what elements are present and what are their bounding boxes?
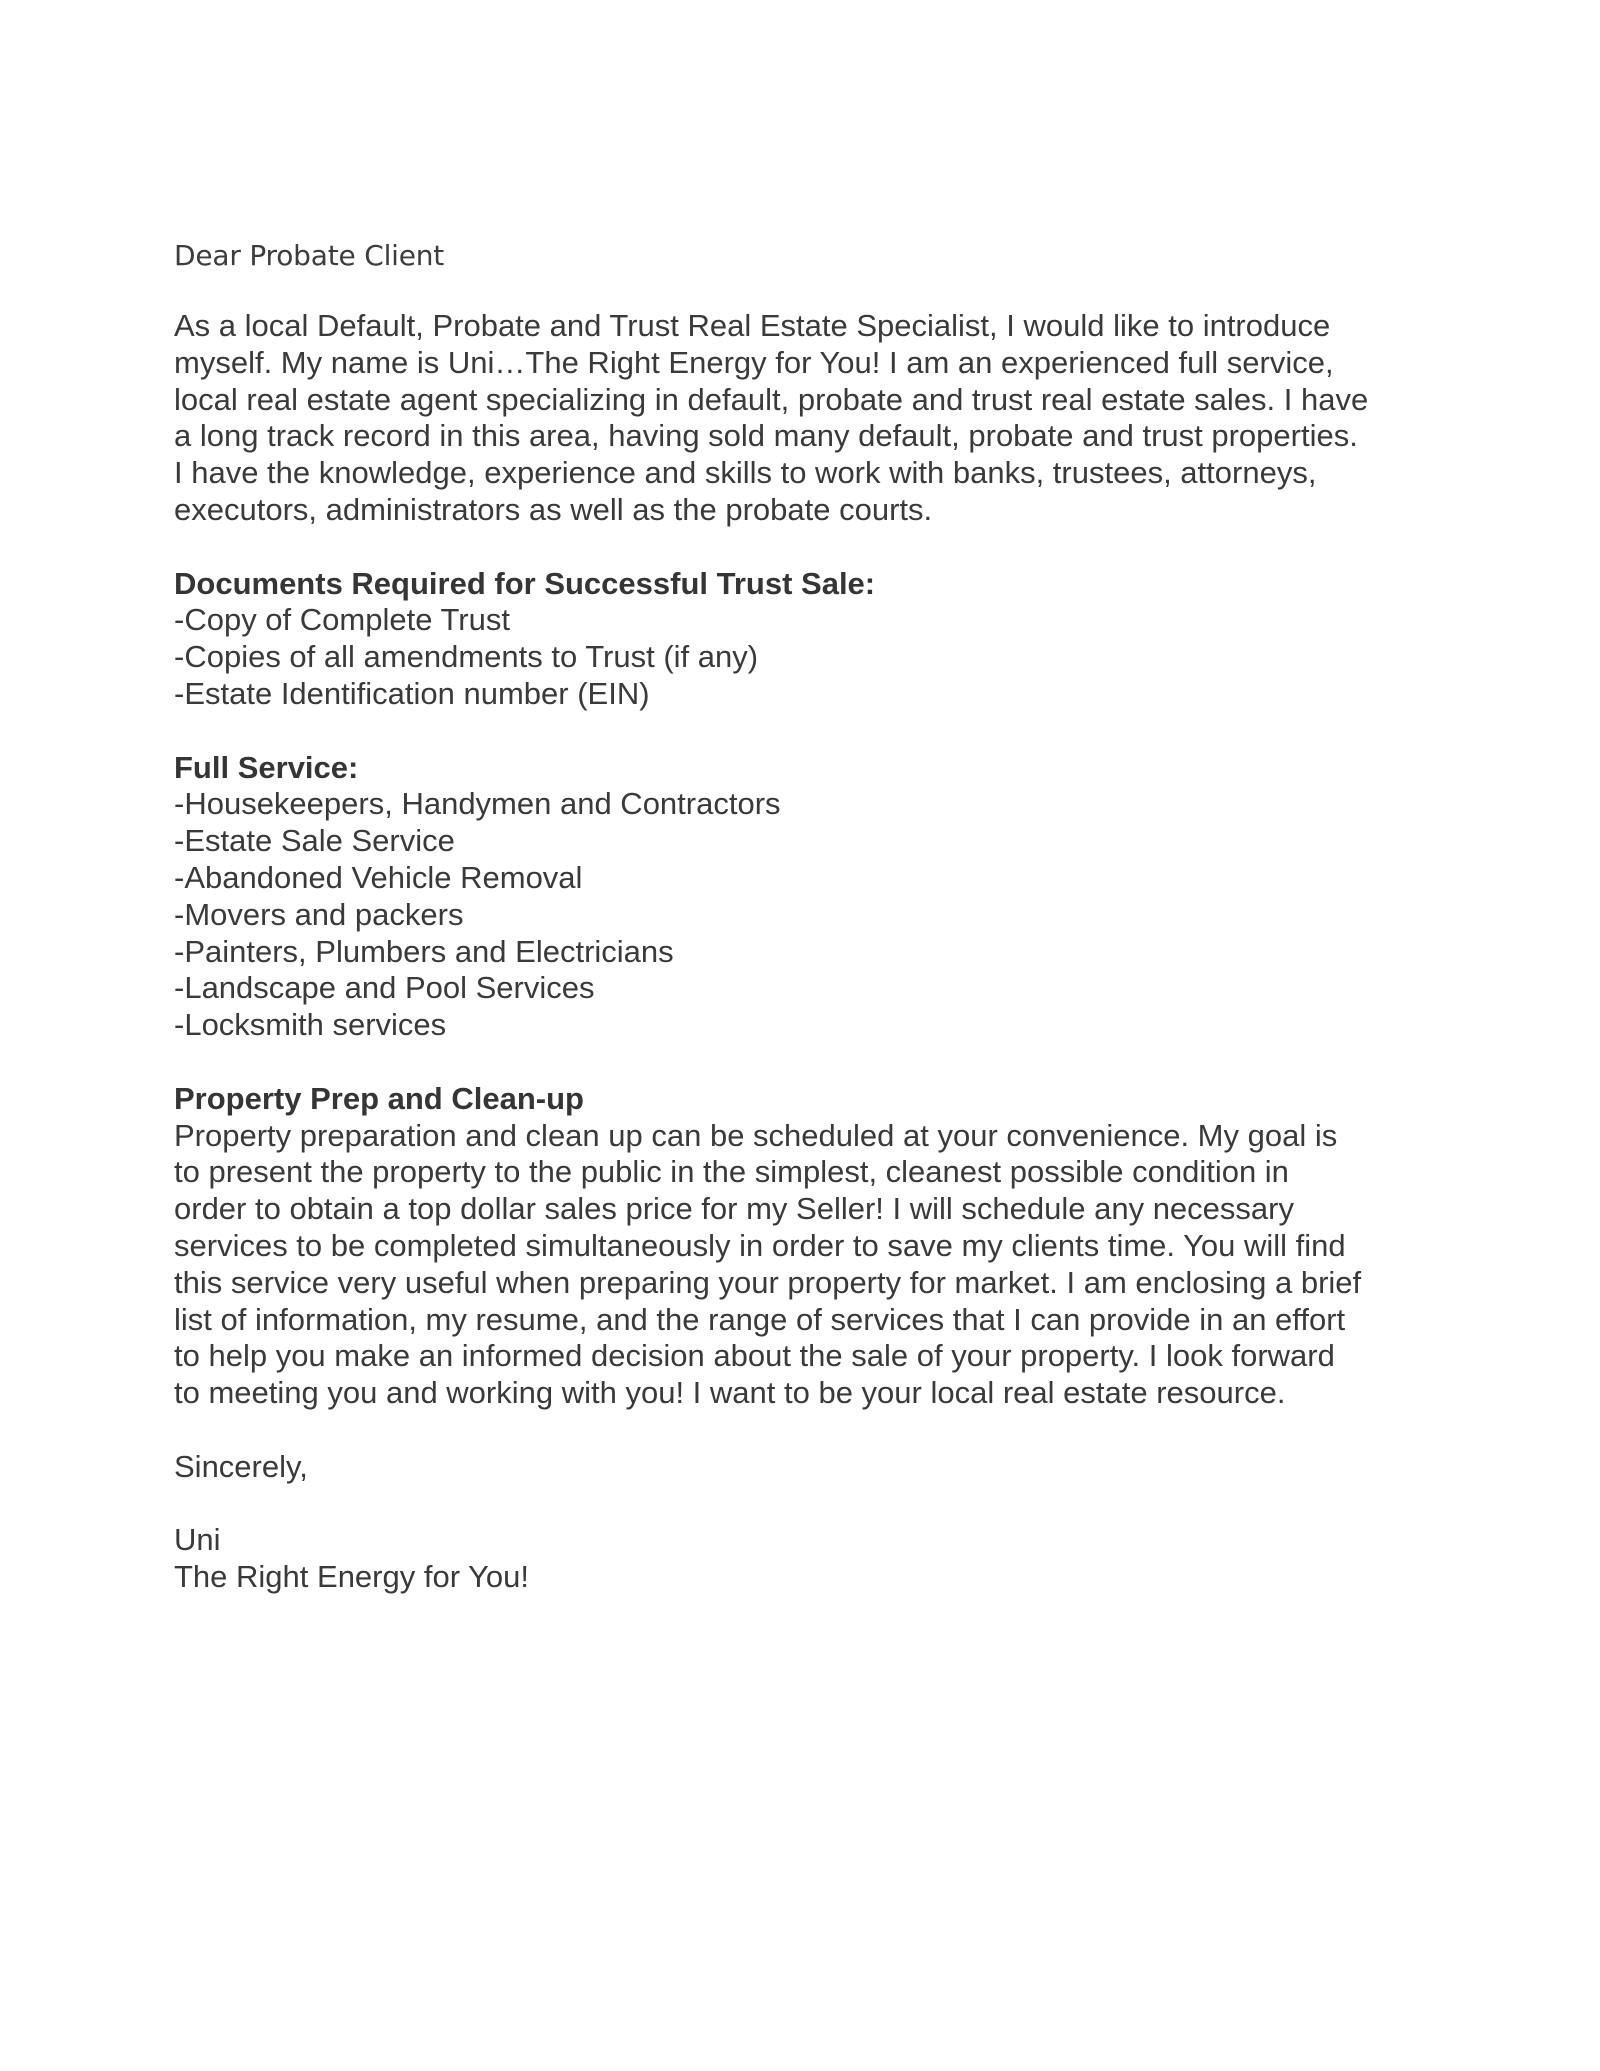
spacer — [174, 713, 1424, 750]
property-prep-line: services to be completed simultaneously in order to save my clients time. You will find — [174, 1227, 1346, 1263]
full-service-section — [174, 750, 1424, 1044]
documents-heading: Documents Required for Successful Trust Sale: — [174, 565, 876, 601]
full-service-list-item: -Abandoned Vehicle Removal — [174, 859, 583, 895]
intro-line: local real estate agent specializing in default, probate and trust real estate sales. I have — [174, 381, 1369, 417]
property-prep-line: Property preparation and clean up can be scheduled at your convenience. My goal is — [174, 1117, 1338, 1153]
closing: Sincerely, — [174, 1448, 308, 1484]
full-service-list-item: -Estate Sale Service — [174, 823, 455, 859]
signature-tagline: The Right Energy for You! — [174, 1559, 530, 1595]
full-service-list-item: -Painters, Plumbers and Electricians — [174, 933, 674, 969]
intro-line: I have the knowledge, experience and skills to work with banks, trustees, attorneys, — [174, 455, 1317, 491]
property-prep-line: to present the property to the public in the simplest, cleanest possible condition in — [174, 1154, 1289, 1190]
signature-name: Uni — [174, 1522, 221, 1558]
full-service-list-item: -Movers and packers — [174, 896, 464, 932]
full-service-heading: Full Service: — [174, 749, 359, 785]
property-prep-heading: Property Prep and Clean-up — [174, 1080, 584, 1116]
property-prep-line: order to obtain a top dollar sales price for my Seller! I will schedule any necessary — [174, 1191, 1294, 1227]
spacer — [174, 1486, 1424, 1523]
spacer — [174, 1412, 1424, 1449]
signature-block — [174, 1522, 1424, 1596]
documents-list — [174, 602, 1424, 712]
property-prep-section — [174, 1081, 1424, 1412]
property-prep-line: list of information, my resume, and the range of services that I can provide in an effort — [174, 1301, 1346, 1337]
documents-list-item: -Copy of Complete Trust — [174, 602, 510, 638]
intro-line: a long track record in this area, having sold many default, probate and trust properties. — [174, 418, 1358, 454]
intro-line: executors, administrators as well as the probate courts. — [174, 491, 933, 527]
salutation: Dear Probate Client — [174, 239, 445, 272]
documents-section — [174, 566, 1424, 713]
property-prep-line: to help you make an informed decision about the sale of your property. I look forward — [174, 1338, 1335, 1374]
intro-line: As a local Default, Probate and Trust Real Estate Specialist, I would like to introduce — [174, 308, 1331, 343]
letter-body — [174, 236, 1424, 1596]
property-prep-line: to meeting you and working with you! I want to be your local real estate resource. — [174, 1375, 1286, 1411]
property-prep-line: this service very useful when preparing your property for market. I am enclosing a brief — [174, 1264, 1362, 1300]
spacer — [174, 529, 1424, 566]
full-service-list-item: -Housekeepers, Handymen and Contractors — [174, 786, 781, 822]
full-service-list-item: -Locksmith services — [174, 1007, 447, 1043]
intro-paragraph — [174, 308, 1424, 529]
documents-list-item: -Copies of all amendments to Trust (if any) — [174, 639, 759, 675]
intro-line: myself. My name is Uni…The Right Energy for You! I am an experienced full service, — [174, 344, 1334, 380]
documents-list-item: -Estate Identification number (EIN) — [174, 675, 650, 711]
full-service-list-item: -Landscape and Pool Services — [174, 970, 595, 1006]
full-service-list — [174, 786, 1424, 1044]
spacer — [174, 1044, 1424, 1081]
property-prep-paragraph — [174, 1118, 1424, 1412]
